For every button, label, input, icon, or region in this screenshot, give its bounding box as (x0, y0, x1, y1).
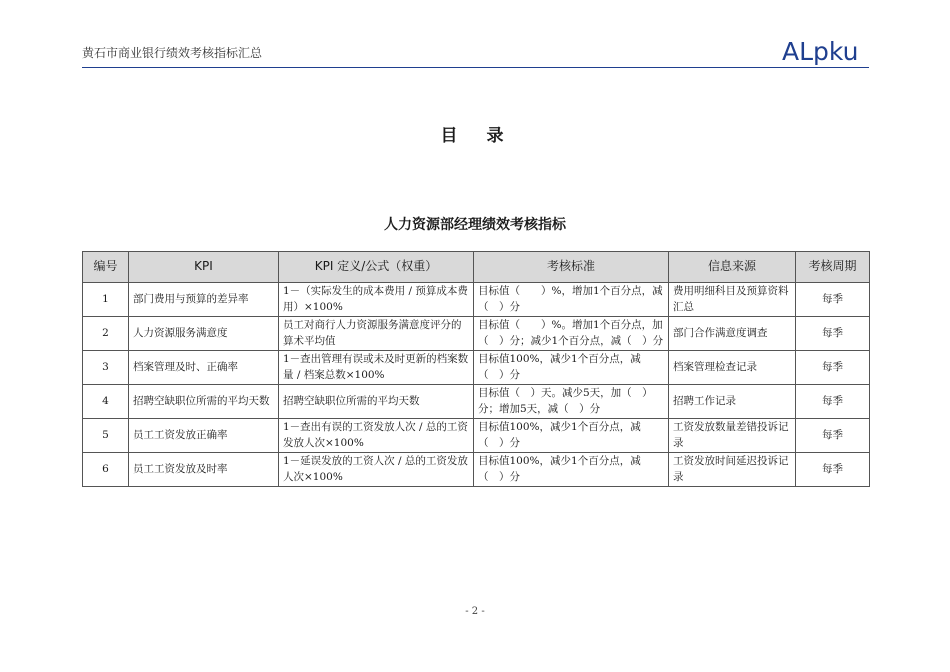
row-kpi: 员工工资发放正确率 (129, 419, 279, 453)
row-source: 费用明细科目及预算资料汇总 (669, 283, 796, 317)
row-standard: 目标值100%，减少1个百分点，减（ ）分 (474, 419, 669, 453)
kpi-table (82, 251, 870, 487)
row-period: 每季 (796, 385, 870, 419)
row-kpi: 部门费用与预算的差异率 (129, 283, 279, 317)
alpku-logo: ALpku (782, 37, 859, 66)
row-source: 招聘工作记录 (669, 385, 796, 419)
column-header-period: 考核周期 (796, 252, 870, 283)
row-number: 5 (83, 419, 129, 453)
row-source: 工资发放数量差错投诉记录 (669, 419, 796, 453)
column-header-source: 信息来源 (669, 252, 796, 283)
page-number: - 2 - (465, 606, 485, 617)
row-kpi: 人力资源服务满意度 (129, 317, 279, 351)
table-row (83, 351, 870, 385)
table-title: 人力资源部经理绩效考核指标 (384, 217, 566, 233)
toc-title: 目 录 (440, 126, 510, 146)
row-kpi: 员工工资发放及时率 (129, 453, 279, 487)
table-row (83, 419, 870, 453)
table-row (83, 385, 870, 419)
header-divider (82, 67, 869, 68)
row-standard: 目标值（ ）天。减少5天，加（ ）分；增加5天，减（ ）分 (474, 385, 669, 419)
table-header-row (83, 252, 870, 283)
row-source: 部门合作满意度调查 (669, 317, 796, 351)
row-number: 2 (83, 317, 129, 351)
row-standard: 目标值（ ）%，增加1个百分点，减（ ）分 (474, 283, 669, 317)
table-row (83, 453, 870, 487)
column-header-number: 编号 (83, 252, 129, 283)
row-period: 每季 (796, 351, 870, 385)
column-header-kpi: KPI (129, 252, 279, 283)
document-header-title: 黄石市商业银行绩效考核指标汇总 (82, 46, 263, 60)
row-standard: 目标值100%，减少1个百分点，减（ ）分 (474, 351, 669, 385)
row-number: 6 (83, 453, 129, 487)
table-row (83, 283, 870, 317)
row-definition: 1－查出管理有误或未及时更新的档案数量 / 档案总数×100% (279, 351, 474, 385)
row-kpi: 招聘空缺职位所需的平均天数 (129, 385, 279, 419)
row-source: 档案管理检查记录 (669, 351, 796, 385)
table-row (83, 317, 870, 351)
row-period: 每季 (796, 283, 870, 317)
row-period: 每季 (796, 453, 870, 487)
row-standard: 目标值100%，减少1个百分点，减（ ）分 (474, 453, 669, 487)
column-header-standard: 考核标准 (474, 252, 669, 283)
row-kpi: 档案管理及时、正确率 (129, 351, 279, 385)
row-definition: 招聘空缺职位所需的平均天数 (279, 385, 474, 419)
row-number: 3 (83, 351, 129, 385)
column-header-definition: KPI 定义/公式（权重） (279, 252, 474, 283)
row-number: 4 (83, 385, 129, 419)
row-standard: 目标值（ ）%。增加1个百分点，加（ ）分；减少1个百分点，减（ ）分 (474, 317, 669, 351)
row-definition: 1－（实际发生的成本费用 / 预算成本费用）×100% (279, 283, 474, 317)
row-definition: 员工对商行人力资源服务满意度评分的算术平均值 (279, 317, 474, 351)
row-definition: 1－查出有误的工资发放人次 / 总的工资发放人次×100% (279, 419, 474, 453)
row-number: 1 (83, 283, 129, 317)
row-period: 每季 (796, 317, 870, 351)
row-definition: 1－延误发放的工资人次 / 总的工资发放人次×100% (279, 453, 474, 487)
row-source: 工资发放时间延迟投诉记录 (669, 453, 796, 487)
row-period: 每季 (796, 419, 870, 453)
